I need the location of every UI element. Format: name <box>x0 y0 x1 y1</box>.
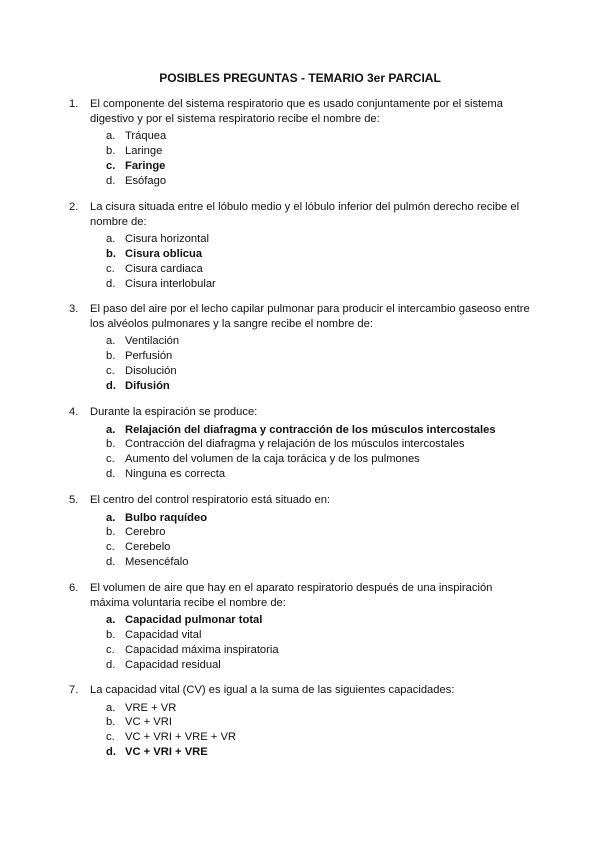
question-2 <box>69 200 530 291</box>
option-text: Ventilación <box>125 335 180 348</box>
option-text: Contracción del diafragma y relajación de los músculos intercostales <box>125 438 465 451</box>
option-list <box>90 129 530 188</box>
option-text: VC + VRI <box>125 716 172 729</box>
option-text: VC + VRI + VRE + VR <box>125 731 236 744</box>
option-letter: a. <box>106 130 116 143</box>
option-item <box>90 525 530 540</box>
question-number: 7. <box>69 684 79 696</box>
option-list <box>90 701 530 760</box>
option-text: Cisura horizontal <box>125 233 209 246</box>
option-text: Cisura cardiaca <box>125 262 203 275</box>
option-letter: d. <box>106 277 116 290</box>
option-item <box>90 540 530 555</box>
page-title: POSIBLES PREGUNTAS - TEMARIO 3er PARCIAL <box>159 71 441 85</box>
option-letter: b. <box>106 438 116 451</box>
option-item <box>90 715 530 730</box>
question-text: Durante la espiración se produce: <box>90 406 258 418</box>
option-item <box>90 730 530 745</box>
question-text: El paso del aire por el lecho capilar pulmonar para producir el intercambio gaseoso entre los alvéolos pulmonares y la sangre recibe el nombre de: <box>90 303 530 330</box>
option-letter: c. <box>106 453 115 466</box>
option-text: Mesencéfalo <box>125 555 189 568</box>
option-text: Aumento del volumen de la caja torácica y de los pulmones <box>125 453 420 466</box>
question-7 <box>69 683 530 760</box>
option-item <box>90 334 530 349</box>
option-text: Disolución <box>125 364 177 377</box>
question-4 <box>69 405 530 482</box>
option-letter: c. <box>106 541 115 554</box>
option-item-correct <box>90 423 530 438</box>
option-item <box>90 349 530 364</box>
option-list <box>90 232 530 291</box>
option-item-correct <box>90 613 530 628</box>
option-item <box>90 129 530 144</box>
option-list <box>90 613 530 672</box>
option-text: Ninguna es correcta <box>125 467 226 480</box>
question-1 <box>69 97 530 188</box>
question-3 <box>69 302 530 393</box>
question-text: El volumen de aire que hay en el aparato respiratorio después de una inspiración máxima voluntaria recibe el nombre de: <box>90 582 493 609</box>
option-item <box>90 628 530 643</box>
option-text: Cisura oblicua <box>125 247 203 260</box>
question-5 <box>69 493 530 570</box>
option-letter: c. <box>106 159 116 172</box>
option-letter: d. <box>106 379 116 392</box>
option-letter: b. <box>106 247 116 260</box>
option-text: Capacidad máxima inspiratoria <box>125 643 279 656</box>
option-item <box>90 262 530 277</box>
option-item <box>90 364 530 379</box>
option-list <box>90 423 530 482</box>
option-item-correct <box>90 247 530 262</box>
option-text: Tráquea <box>125 130 167 143</box>
option-text: Cerebro <box>125 526 166 539</box>
question-number: 5. <box>69 494 79 506</box>
option-item-correct <box>90 511 530 526</box>
option-text: Cisura interlobular <box>125 277 216 290</box>
option-letter: b. <box>106 349 116 362</box>
option-text: Laringe <box>125 144 163 157</box>
option-item-correct <box>90 159 530 174</box>
question-text: El centro del control respiratorio está situado en: <box>90 494 331 506</box>
option-text: VC + VRI + VRE <box>125 745 208 758</box>
option-text: Capacidad residual <box>125 658 221 671</box>
option-letter: d. <box>106 467 116 480</box>
option-letter: b. <box>106 716 116 729</box>
option-text: Perfusión <box>125 349 173 362</box>
question-6 <box>69 581 530 672</box>
option-item <box>90 232 530 247</box>
option-list <box>90 511 530 570</box>
option-item <box>90 277 530 292</box>
option-letter: d. <box>106 174 116 187</box>
question-number: 6. <box>69 582 79 594</box>
option-letter: c. <box>106 731 115 744</box>
option-item <box>90 467 530 482</box>
option-text: Faringe <box>125 159 166 172</box>
question-text: La capacidad vital (CV) es igual a la suma de las siguientes capacidades: <box>90 684 455 696</box>
option-text: Capacidad vital <box>125 628 202 641</box>
option-text: Relajación del diafragma y contracción de los músculos intercostales <box>125 423 496 436</box>
option-text: Bulbo raquídeo <box>125 511 208 524</box>
question-number: 2. <box>69 201 79 213</box>
option-letter: c. <box>106 643 115 656</box>
option-letter: d. <box>106 745 116 758</box>
option-item-correct <box>90 379 530 394</box>
option-text: Capacidad pulmonar total <box>125 614 263 627</box>
option-letter: a. <box>106 233 116 246</box>
option-item <box>90 144 530 159</box>
option-item <box>90 701 530 716</box>
option-letter: a. <box>106 511 116 524</box>
option-item <box>90 452 530 467</box>
option-item-correct <box>90 745 530 760</box>
option-item <box>90 658 530 673</box>
option-list <box>90 334 530 393</box>
option-letter: c. <box>106 262 115 275</box>
option-item <box>90 174 530 189</box>
question-number: 4. <box>69 406 79 418</box>
option-text: Esófago <box>125 174 167 187</box>
option-letter: d. <box>106 658 116 671</box>
option-letter: b. <box>106 526 116 539</box>
option-text: VRE + VR <box>125 701 177 714</box>
option-text: Cerebelo <box>125 541 171 554</box>
option-letter: d. <box>106 555 116 568</box>
option-item <box>90 437 530 452</box>
question-number: 3. <box>69 303 79 315</box>
option-text: Difusión <box>125 379 170 392</box>
option-letter: a. <box>106 614 116 627</box>
option-letter: a. <box>106 701 116 714</box>
question-text: El componente del sistema respiratorio que es usado conjuntamente por el sistema digestivo y por el sistema respiratorio recibe el nombre de: <box>90 98 503 125</box>
option-letter: a. <box>106 423 116 436</box>
option-item <box>90 555 530 570</box>
option-letter: b. <box>106 628 116 641</box>
option-letter: b. <box>106 144 116 157</box>
option-item <box>90 643 530 658</box>
option-letter: a. <box>106 335 116 348</box>
question-text: La cisura situada entre el lóbulo medio y el lóbulo inferior del pulmón derecho recibe el nombre de: <box>90 201 520 228</box>
question-number: 1. <box>69 98 79 110</box>
option-letter: c. <box>106 364 115 377</box>
